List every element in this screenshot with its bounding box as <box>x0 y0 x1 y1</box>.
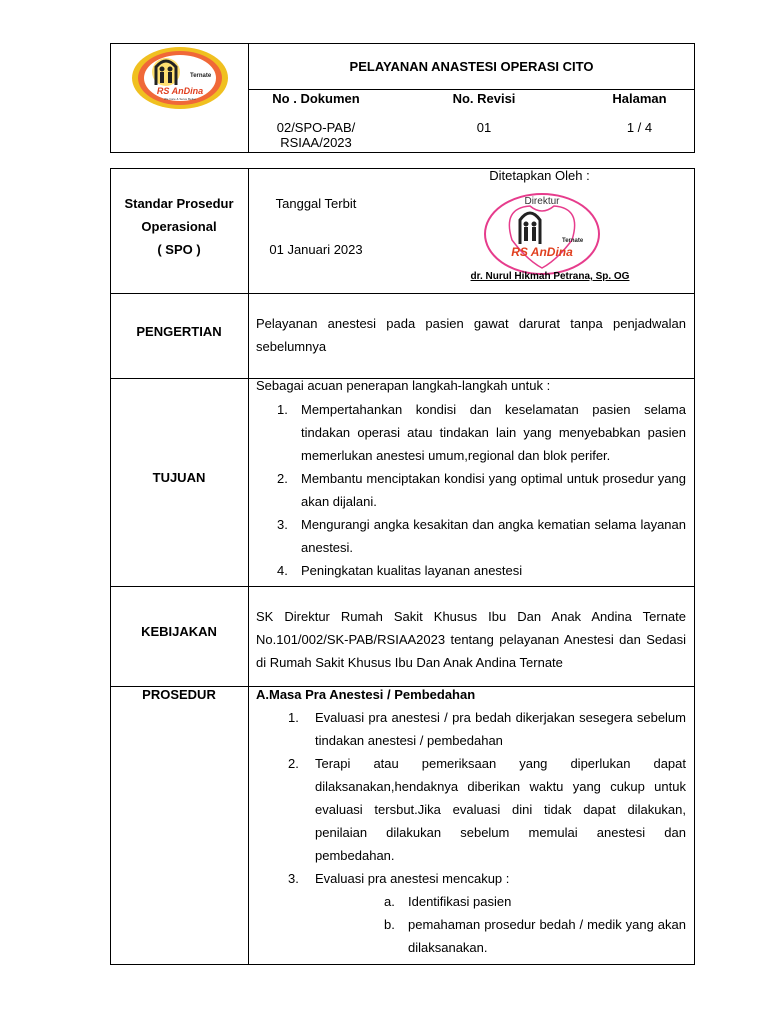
pengertian-label: PENGERTIAN <box>136 324 222 339</box>
logo-city: Ternate <box>190 73 212 79</box>
director-stamp <box>482 188 602 278</box>
tujuan-label: TUJUAN <box>152 470 206 485</box>
list-text: Evaluasi pra anestesi mencakup : <box>315 871 510 886</box>
logo-tagline: We Care & Serve Better <box>163 97 197 101</box>
list-text: Evaluasi pra anestesi / pra bedah dikerjakan sesegera sebelum tindakan anestesi / pembedahan <box>315 710 686 748</box>
list-letter: b. <box>384 917 395 932</box>
director-name: dr. Nurul Hikmah Petrana, Sp. OG <box>470 271 630 282</box>
tujuan-list <box>277 398 686 582</box>
issue-date-label: Tanggal Terbit <box>275 196 357 211</box>
list-number: 1. <box>277 402 288 417</box>
list-number: 1. <box>288 710 299 725</box>
list-text: Mempertahankan kondisi dan keselamatan pasien selama tindakan operasi atau tindakan lain yang menyebabkan pasien memerlukan anestesi umum,regional dan blok perifer. <box>301 402 686 463</box>
director-label: Direktur <box>524 196 560 207</box>
page-label: Halaman <box>612 91 667 106</box>
list-text: Mengurangi angka kesakitan dan angka kematian selama layanan anestesi. <box>301 517 686 555</box>
list-number: 4. <box>277 563 288 578</box>
logo-brand: RS AnDina <box>156 86 204 96</box>
pengertian-text: Pelayanan anestesi pada pasien gawat darurat tanpa penjadwalan sebelumnya <box>256 316 686 354</box>
list-text: Identifikasi pasien <box>408 894 512 909</box>
list-text: Terapi atau pemeriksaan yang diperlukan dapat dilaksanakan,hendaknya diberikan waktu yang cukup untuk evaluasi tersbut.Jika evaluasi dini tidak dapat dilakukan, penilaian dilakukan sebelum memulai anestesi dan pembedahan. <box>315 756 686 863</box>
list-number: 3. <box>288 871 299 886</box>
list-number: 2. <box>288 756 299 771</box>
list-number: 2. <box>277 471 288 486</box>
revision-value: 01 <box>476 120 492 135</box>
list-item <box>288 867 686 890</box>
prosedur-list <box>288 706 686 890</box>
list-item <box>277 513 686 559</box>
stamp-city: Ternate <box>562 238 584 244</box>
doc-number-label: No . Dokumen <box>272 91 360 106</box>
list-item <box>384 913 686 959</box>
row-divider <box>110 586 695 587</box>
prosedur-heading: A.Masa Pra Anestesi / Pembedahan <box>256 687 476 702</box>
kebijakan-text: SK Direktur Rumah Sakit Khusus Ibu Dan Anak Andina Ternate No.101/002/SK-PAB/RSIAA2023 tentang pelayanan Anestesi dan Sedasi di Rumah Sakit Khusus Ibu Dan Anak Andina Ternate <box>256 609 686 670</box>
stamp-brand: RS AnDina <box>511 245 573 259</box>
revision-label: No. Revisi <box>452 91 516 106</box>
list-number: 3. <box>277 517 288 532</box>
approved-by-label: Ditetapkan Oleh : <box>489 168 590 183</box>
doc-number-line2: RSIAA/2023 <box>280 135 352 150</box>
row-divider <box>110 293 695 294</box>
list-item <box>288 752 686 867</box>
kebijakan-label: KEBIJAKAN <box>141 624 217 639</box>
doc-number-value <box>248 120 384 150</box>
spo-label <box>110 192 248 261</box>
main-column-divider <box>248 168 249 965</box>
spo-label-line2: Operasional <box>141 219 217 234</box>
list-item <box>384 890 686 913</box>
list-item <box>277 398 686 467</box>
tujuan-intro: Sebagai acuan penerapan langkah-langkah untuk : <box>256 378 551 393</box>
spo-label-line1: Standar Prosedur <box>124 196 234 211</box>
document-title: PELAYANAN ANASTESI OPERASI CITO <box>349 59 594 74</box>
prosedur-sublist <box>384 890 686 959</box>
list-letter: a. <box>384 894 395 909</box>
issue-date-value: 01 Januari 2023 <box>269 242 363 257</box>
list-text: Peningkatan kualitas layanan anestesi <box>301 563 523 578</box>
list-item <box>277 467 686 513</box>
hospital-logo <box>130 45 230 111</box>
list-text: pemahaman prosedur bedah / medik yang akan dilaksanakan. <box>408 917 686 955</box>
spo-label-line3: ( SPO ) <box>157 242 201 257</box>
list-item <box>288 706 686 752</box>
doc-number-line1: 02/SPO-PAB/ <box>276 120 356 135</box>
list-text: Membantu menciptakan kondisi yang optimal untuk prosedur yang akan dijalani. <box>301 471 686 509</box>
list-item <box>277 559 686 582</box>
prosedur-label: PROSEDUR <box>142 687 216 702</box>
page-value: 1 / 4 <box>626 120 653 135</box>
